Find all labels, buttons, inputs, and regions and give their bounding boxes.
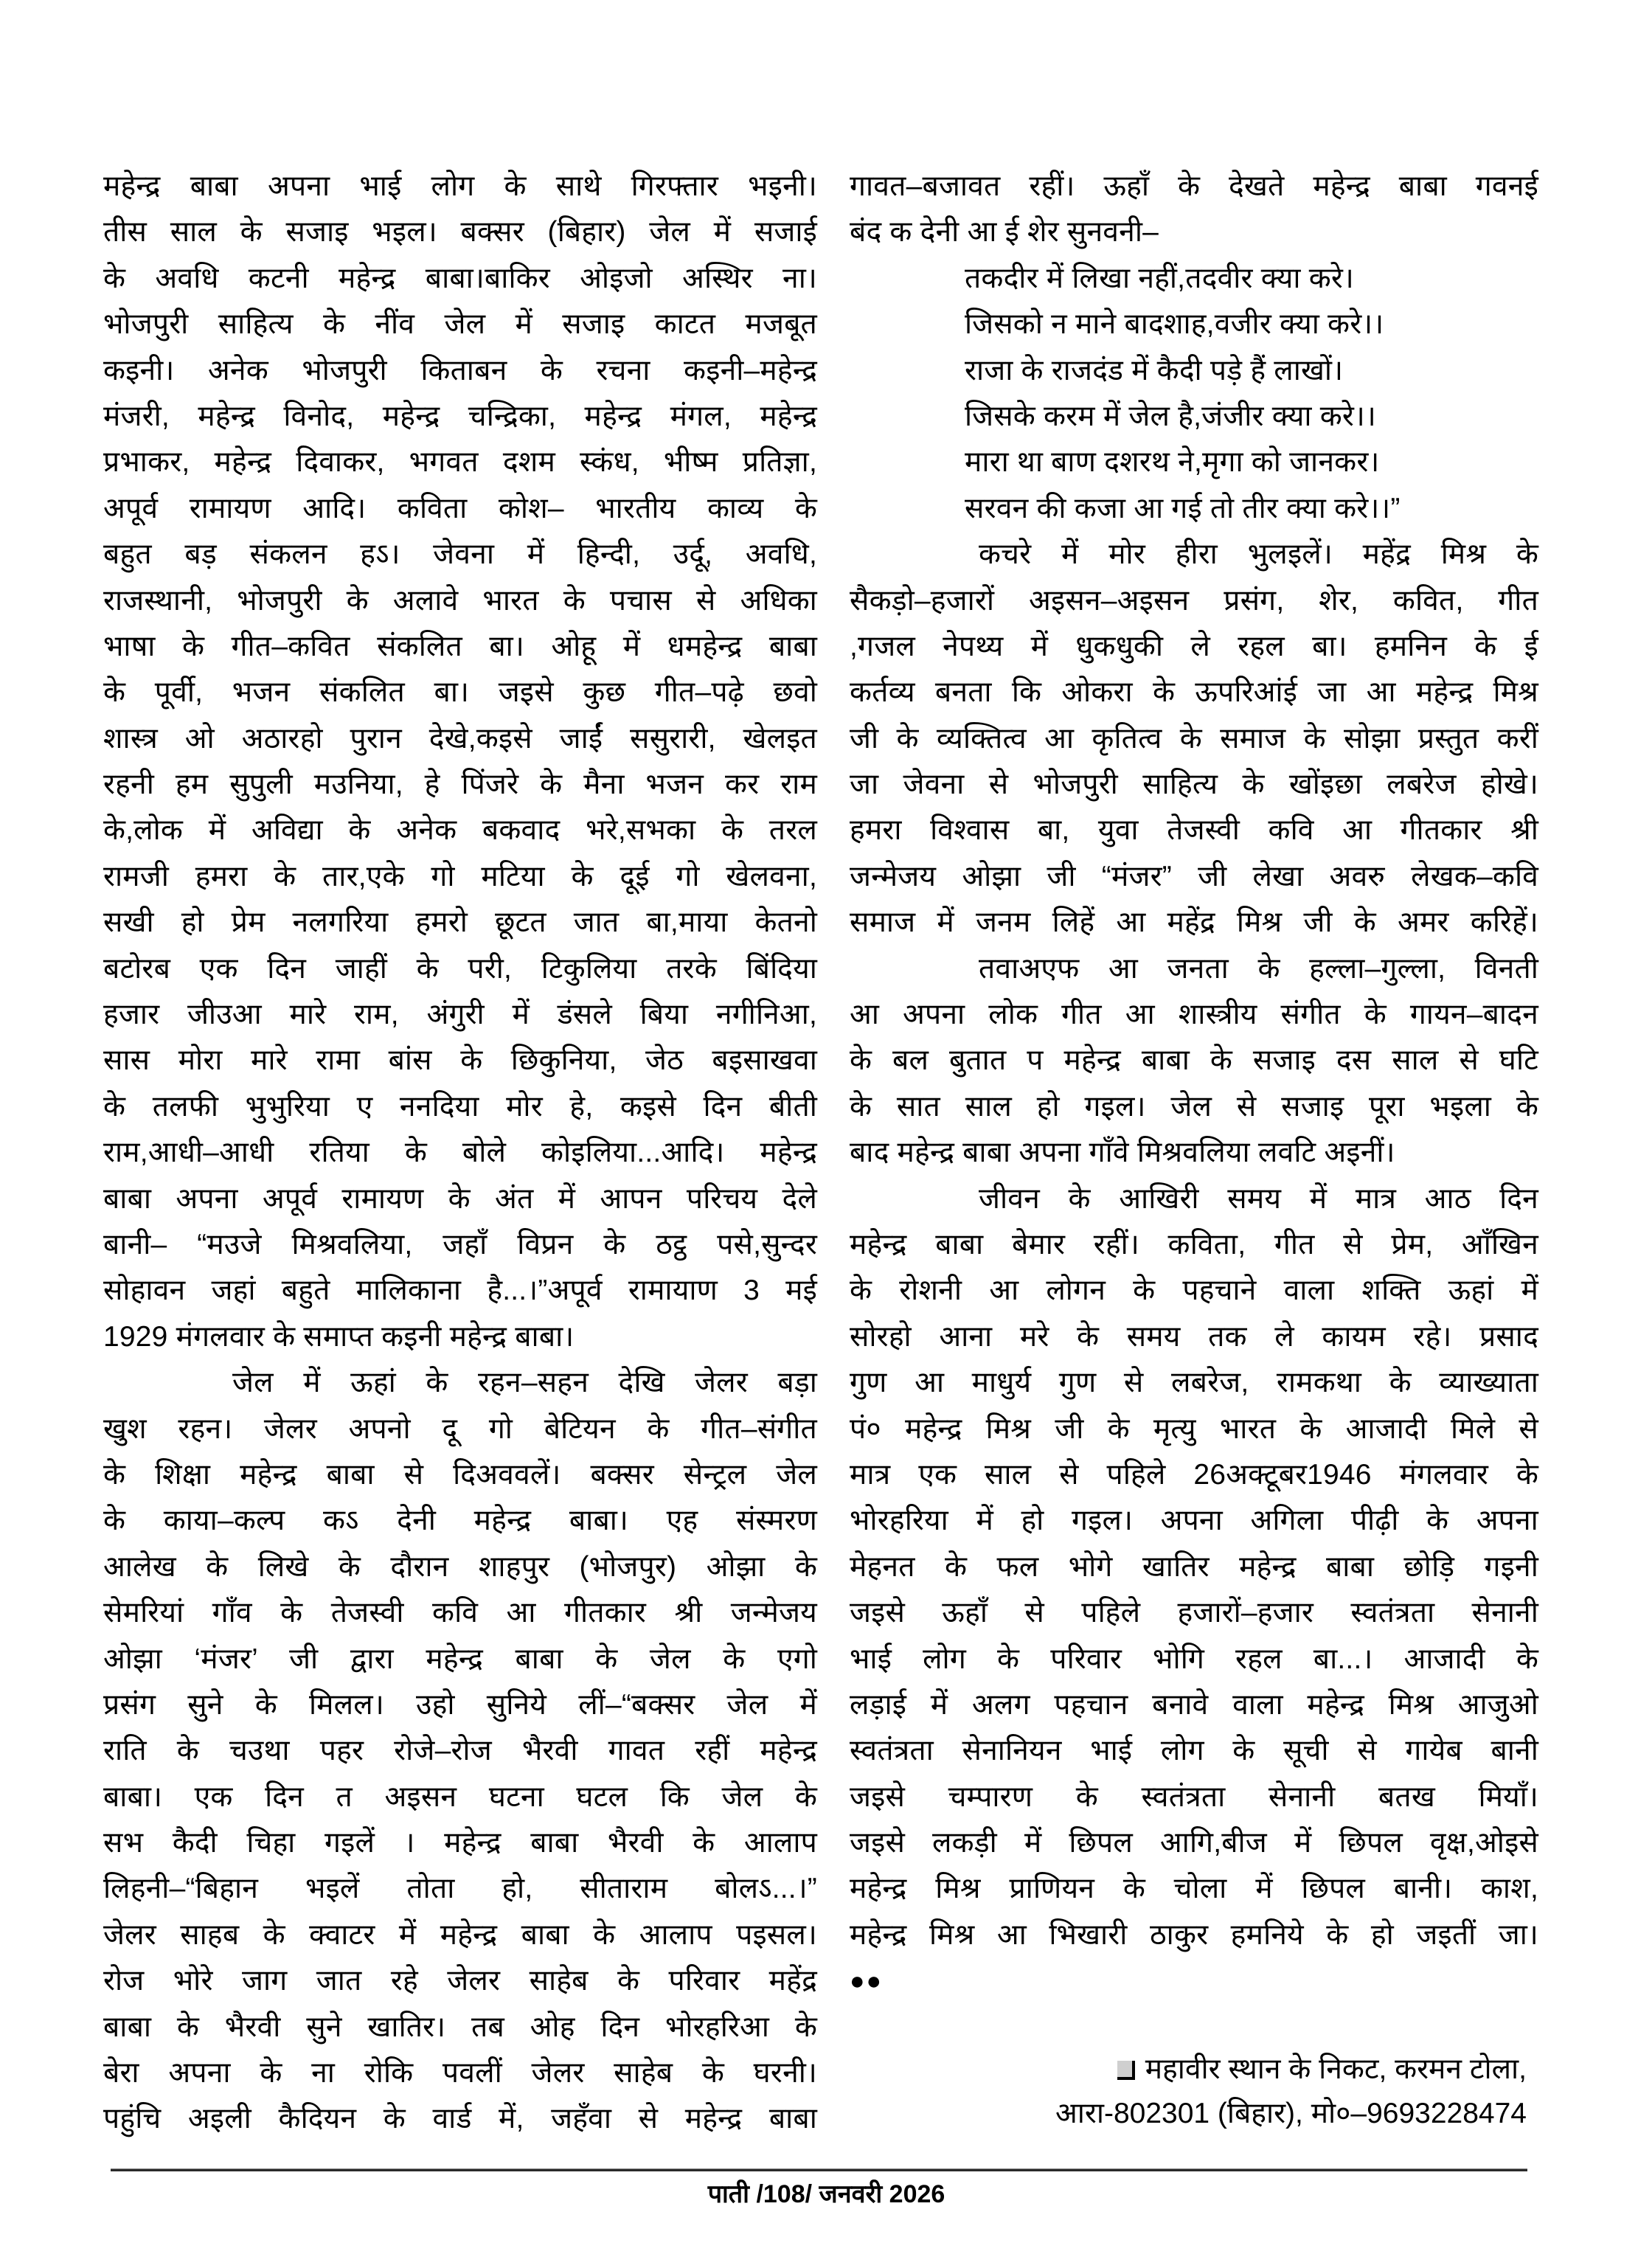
- text-line: बंद क देनी आ ई शेर सुनवनी–: [850, 216, 1159, 249]
- text-line: स्वतंत्रता सेनानियन भाई लोग के सूची से गायेब बानी: [850, 1735, 1538, 1767]
- text-line: बटोरब एक दिन जाहीं के परी, टिकुलिया तरके बिंदिया: [103, 952, 817, 985]
- left-column: [103, 164, 817, 2143]
- text-line: खुश रहन। जेलर अपनो दू गो बेटियन के गीत–संगीत: [103, 1412, 817, 1445]
- verse-line: जिसको न माने बादशाह,वजीर क्या करे।।: [965, 308, 1384, 341]
- text-line: गावत–बजावत रहीं। ऊहाँ के देखते महेन्द्र बाबा गवनई: [850, 170, 1538, 202]
- verse-line: मारा था बाण दशरथ ने,मृगा को जानकर।: [965, 446, 1380, 479]
- verse-line: राजा के राजदंड में कैदी पड़े हैं लाखों।: [965, 354, 1344, 386]
- text-line: ओझा ‘मंजर’ जी द्वारा महेन्द्र बाबा के जेल के एगो: [103, 1643, 817, 1675]
- text-line: पं० महेन्द्र मिश्र जी के मृत्यु भारत के आजादी मिले से: [850, 1412, 1538, 1445]
- text-line: जइसे चम्पारण के स्वतंत्रता सेनानी बतख मियाँ।: [850, 1780, 1538, 1813]
- text-line: सोहावन जहां बहुते मालिकाना है...।”अपूर्व रामायाण 3 मई: [103, 1275, 817, 1307]
- text-line: आलेख के लिखे के दौरान शाहपुर (भोजपुर) ओझा के: [103, 1550, 817, 1583]
- address-line-2: आरा-802301 (बिहार), मो०–9693228474: [1055, 2098, 1527, 2129]
- text-line: आ अपना लोक गीत आ शास्त्रीय संगीत के गायन–बादन: [850, 999, 1538, 1031]
- text-line: रामजी हमरा के तार,एके गो मटिया के दूई गो खेलवना,: [103, 860, 817, 892]
- text-line: जेलर साहब के क्वाटर में महेन्द्र बाबा के आलाप पइसल।: [103, 1918, 817, 1951]
- text-line: महेन्द्र मिश्र आ भिखारी ठाकुर हमनिये के हो जइतीं जा।: [850, 1918, 1538, 1951]
- text-line: भाषा के गीत–कवित संकलित बा। ओहू में धमहेन्द्र बाबा: [103, 630, 817, 662]
- text-line: बेरा अपना के ना रोकि पवलीं जेलर साहेब के घरनी।: [103, 2057, 817, 2090]
- text-line: कइनी। अनेक भोजपुरी किताबन के रचना कइनी–महेन्द्र: [103, 354, 817, 386]
- text-line: सोरहो आना मरे के समय तक ले कायम रहे। प्रसाद: [850, 1320, 1538, 1353]
- text-line: बाबा अपना अपूर्व रामायण के अंत में आपन परिचय देले: [103, 1182, 817, 1215]
- text-line: राजस्थानी, भोजपुरी के अलावे भारत के पचास से अधिका: [103, 584, 817, 617]
- verse-line: जिसके करम में जेल है,जंजीर क्या करे।।: [965, 400, 1377, 432]
- text-line: बानी– “मउजे मिश्रवलिया, जहाँ विप्रन के ठट्ठ पसे,सुन्दर: [103, 1228, 817, 1260]
- footer-divider: [111, 2168, 1527, 2171]
- text-line: भोजपुरी साहित्य के नींव जेल में सजाइ काटत मजबूत: [103, 308, 817, 341]
- text-line: के बल बुतात प महेन्द्र बाबा के सजाइ दस साल से घटि: [850, 1044, 1538, 1077]
- text-line: लड़ाई में अलग पहचान बनावे वाला महेन्द्र मिश्र आजुओ: [850, 1688, 1538, 1721]
- text-line: सेमरियां गाँव के तेजस्वी कवि आ गीतकार श्री जन्मेजय: [103, 1597, 817, 1629]
- text-line: जइसे लकड़ी में छिपल आगि,बीज में छिपल वृक्ष,ओइसे: [850, 1827, 1538, 1859]
- text-line: सभ कैदी चिहा गइलें । महेन्द्र बाबा भैरवी के आलाप: [103, 1827, 817, 1859]
- text-line: बाबा के भैरवी सुने खातिर। तब ओह दिन भोरहरिआ के: [103, 2011, 817, 2043]
- text-line: पहुंचि अइली कैदियन के वार्ड में, जहँवा से महेन्द्र बाबा: [103, 2103, 817, 2135]
- text-line: भोरहरिया में हो गइल। अपना अगिला पीढ़ी के अपना: [850, 1505, 1538, 1537]
- square-bullet-icon: [1117, 2061, 1135, 2080]
- text-line: समाज में जनम लिहें आ महेंद्र मिश्र जी के अमर करिहें।: [850, 906, 1538, 939]
- text-line: के शिक्षा महेन्द्र बाबा से दिअववलें। बक्सर सेन्ट्रल जेल: [103, 1458, 817, 1491]
- text-line: के,लोक में अविद्या के अनेक बकवाद भरे,सभका के तरल: [103, 814, 817, 847]
- address-line-1: [959, 2047, 1527, 2092]
- text-line: बाबा। एक दिन त अइसन घटना घटल कि जेल के: [103, 1780, 817, 1813]
- text-line: राम,आधी–आधी रतिया के बोले कोइलिया...आदि। महेन्द्र: [103, 1137, 817, 1169]
- text-line: अपूर्व रामायण आदि। कविता कोश– भारतीय काव्य के: [103, 492, 817, 524]
- text-line: तवाअएफ आ जनता के हल्ला–गुल्ला, विनती: [979, 952, 1538, 985]
- text-line: कचरे में मोर हीरा भुलइलें। महेंद्र मिश्र के: [979, 538, 1538, 571]
- text-line: 1929 मंगलवार के समाप्त कइनी महेन्द्र बाबा।: [103, 1320, 575, 1353]
- text-line: जी के व्यक्तित्व आ कृतित्व के समाज के सोझा प्रस्तुत करीं: [850, 722, 1538, 755]
- text-line: गुण आ माधुर्य गुण से लबरेज, रामकथा के व्याख्याता: [850, 1367, 1538, 1399]
- text-line: तीस साल के सजाइ भइल। बक्सर (बिहार) जेल में सजाई: [103, 216, 817, 249]
- verse-line: सरवन की कजा आ गई तो तीर क्या करे।।”: [965, 492, 1401, 524]
- verse-line: तकदीर में लिखा नहीं,तदवीर क्या करे।: [965, 262, 1355, 294]
- text-line: हजार जीउआ मारे राम, अंगुरी में डंसले बिया नगीनिआ,: [103, 999, 817, 1031]
- text-line: के अवधि कटनी महेन्द्र बाबा।बाकिर ओइजो अस्थिर ना।: [103, 262, 817, 294]
- text-line: के रोशनी आ लोगन के पहचाने वाला शक्ति ऊहां में: [850, 1275, 1538, 1307]
- text-line: कर्तव्य बनता कि ओकरा के ऊपरिआंई जा आ महेन्द्र मिश्र: [850, 676, 1538, 709]
- text-line: सैकड़ो–हजारों अइसन–अइसन प्रसंग, शेर, कवित, गीत: [850, 584, 1538, 617]
- text-line: के पूर्वी, भजन संकलित बा। जइसे कुछ गीत–पढ़े छवो: [103, 676, 817, 709]
- text-line: महेन्द्र मिश्र प्राणियन के चोला में छिपल बानी। काश,: [850, 1873, 1538, 1905]
- text-line: महेन्द्र बाबा अपना भाई लोग के साथे गिरफ्तार भइनी।: [103, 170, 817, 202]
- text-line: जइसे ऊहाँ से पहिले हजारों–हजार स्वतंत्रता सेनानी: [850, 1597, 1538, 1629]
- text-line: मात्र एक साल से पहिले 26अक्टूबर1946 मंगलवार के: [850, 1458, 1538, 1491]
- text-line: रहनी हम सुपुली मउनिया, हे पिंजरे के मैना भजन कर राम: [103, 769, 817, 801]
- text-line: राति के चउथा पहर रोजे–रोज भैरवी गावत रहीं महेन्द्र: [103, 1735, 817, 1767]
- page-footer: पाती /108/ जनवरी 2026: [707, 2180, 945, 2208]
- text-line: जीवन के आखिरी समय में मात्र आठ दिन: [979, 1182, 1538, 1215]
- text-line: शास्त्र ओ अठारहो पुरान देखे,कइसे जाईं ससुरारी, खेलइत: [103, 722, 817, 755]
- text-line: जन्मेजय ओझा जी “मंजर” जी लेखा अवरु लेखक–कवि: [850, 860, 1538, 892]
- text-line: मेहनत के फल भोगे खातिर महेन्द्र बाबा छोड़ि गइनी: [850, 1550, 1538, 1583]
- text-line: बाद महेन्द्र बाबा अपना गाँवे मिश्रवलिया लवटि अइनीं।: [850, 1137, 1395, 1169]
- text-line: के तलफी भुभुरिया ए ननदिया मोर हे, कइसे दिन बीती: [103, 1090, 817, 1123]
- author-address: [959, 2047, 1527, 2136]
- text-line: के काया–कल्प कऽ देनी महेन्द्र बाबा। एह संस्मरण: [103, 1505, 817, 1537]
- right-column: [850, 164, 1538, 2005]
- text-line: बहुत बड़ संकलन हऽ। जेवना में हिन्दी, उर्दू, अवधि,: [103, 538, 817, 571]
- text-line: के सात साल हो गइल। जेल से सजाइ पूरा भइला के: [850, 1090, 1538, 1123]
- text-line: रोज भोरे जाग जात रहे जेलर साहेब के परिवार महेंद्र: [103, 1965, 817, 1997]
- text-line: लिहनी–“बिहान भइलें तोता हो, सीताराम बोलऽ...।”: [103, 1873, 817, 1905]
- text-line: जेल में ऊहां के रहन–सहन देखि जेलर बड़ा: [232, 1367, 817, 1399]
- text-line: मंजरी, महेन्द्र विनोद, महेन्द्र चन्द्रिका, महेन्द्र मंगल, महेन्द्र: [103, 400, 817, 432]
- text-line: प्रभाकर, महेन्द्र दिवाकर, भगवत दशम स्कंध, भीष्म प्रतिज्ञा,: [103, 446, 817, 479]
- text-line: सखी हो प्रेम नलगरिया हमरो छूटत जात बा,माया केतनो: [103, 906, 817, 939]
- text-line: प्रसंग सुने के मिलल। उहो सुनिये लीं–“बक्सर जेल में: [103, 1688, 817, 1721]
- text-line: महेन्द्र बाबा बेमार रहीं। कविता, गीत से प्रेम, आँखिन: [850, 1228, 1538, 1260]
- text-line: भाई लोग के परिवार भोगि रहल बा...। आजादी के: [850, 1643, 1538, 1675]
- end-marker: ●●: [850, 1967, 884, 1996]
- text-line: ,गजल नेपथ्य में धुकधुकी ले रहल बा। हमनिन के ई: [850, 630, 1538, 662]
- text-line: सास मोरा मारे रामा बांस के छिकुनिया, जेठ बइसाखवा: [103, 1044, 817, 1077]
- text-line: जा जेवना से भोजपुरी साहित्य के खोंइछा लबरेज होखे।: [850, 769, 1538, 801]
- address-line-1-text: महावीर स्थान के निकट, करमन टोला,: [1145, 2053, 1527, 2085]
- text-line: हमरा विश्वास बा, युवा तेजस्वी कवि आ गीतकार श्री: [850, 814, 1538, 847]
